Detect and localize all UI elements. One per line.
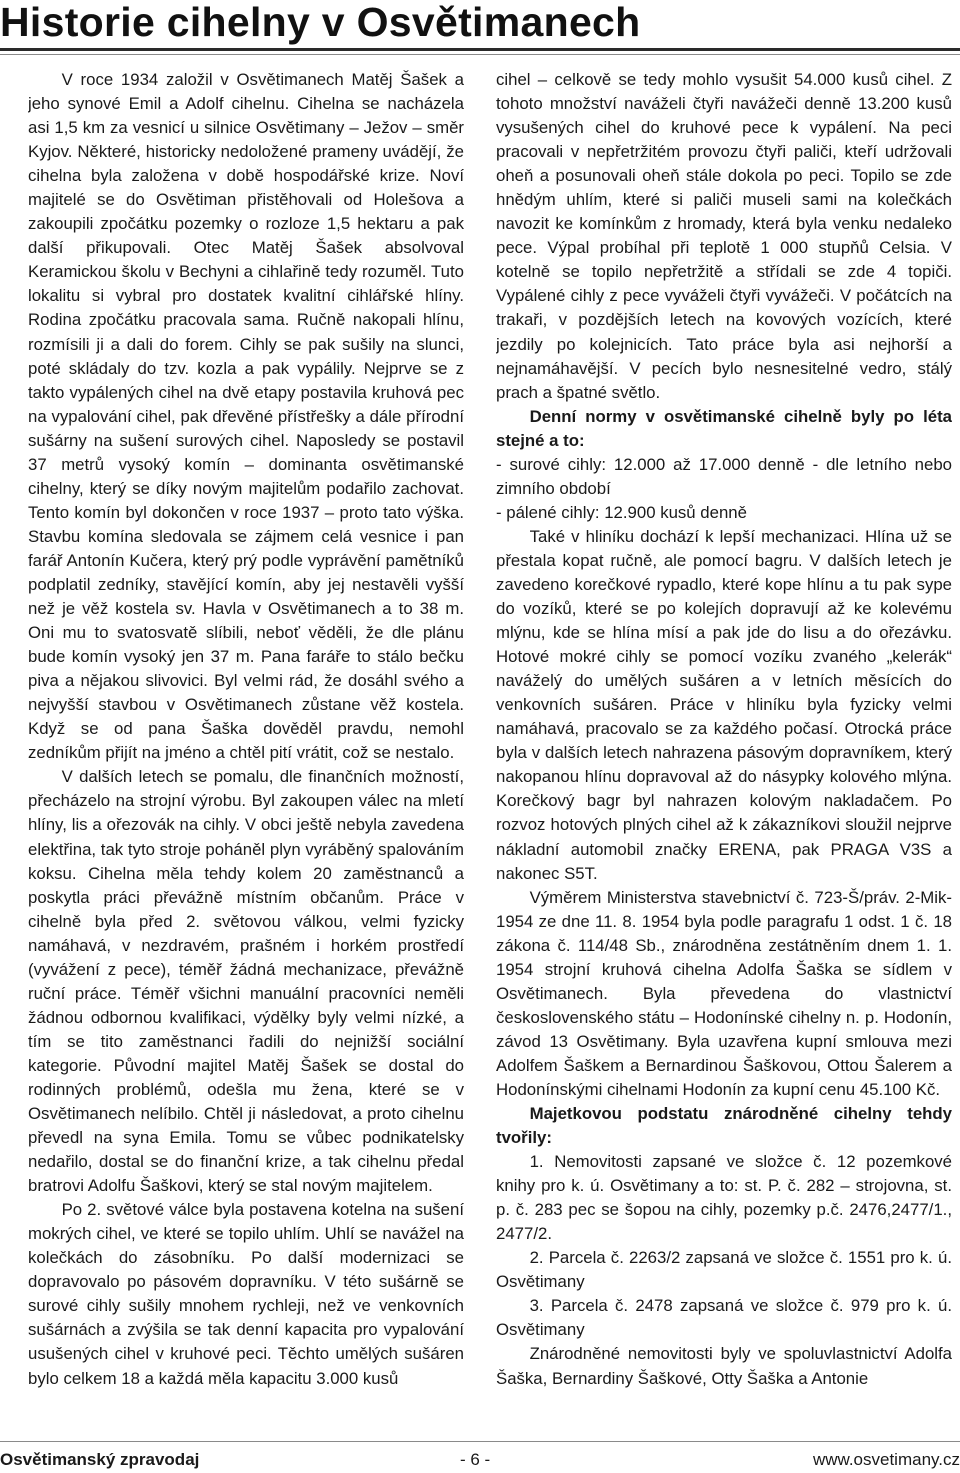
section-heading-property: Majetkovou podstatu znárodněné cihelny tehdy tvořily:	[496, 1104, 952, 1148]
publication-name: Osvětimanský zpravodaj	[0, 1450, 200, 1469]
paragraph-continued: cihel – celkově se tedy mohlo vysušit 54.000 kusů cihel. Z tohoto množství naváželi čtyři navážeči denně 13.200 kusů vysušených cihel do kruhové pece k vypálení. Na peci pracovali v nepřetržitém provozu čtyři paliči, kteří udržovali oheň a posunovali oheň stále dokola po peci. Topilo se zde hnědým uhlím, které si paliči museli sami na kolečkách navozit ke komínkům z hromady, která byla venku nedaleko pece. Výpal probíhal při teplotě 1 000 stupňů Celsia. V kotelně se topilo nepřetržitě a střídali se zde 4 topiči. Vypálené cihly z pece vyváželi čtyři vyvážeči. V počátcích na trakaři, v pozdějších letech na kovových vozících, které jezdily po kolejnicích. Tato práce byla asi nejhorší a nejnamáhavější. V pecích bylo nesnesitelné vedro, stálý prach a špatné světlo.	[496, 70, 952, 402]
paragraph-mechanization: Také v hliníku dochází k lepší mechanizaci. Hlína už se přestala kopat ručně, ale pomocí bagru. V dalších letech je zavedeno korečkové rypadlo, které kope hlínu a tu pak sype do vozíků, které se po kolejích dopravují až ke kolevému mlýnu, kde se hlína mísí a pak jde do lisu a do ořezávku. Hotové mokré cihly se pomocí vozíku zvaného „kelerák“ naváželý do umělých sušáren a v letních měsících do venkovních sušáren. Práce v hliníku byla fyzicky velmi namáhavá, pracovalo se za každého počasí. Otrocká práce byla v dalších letech nahrazena pásovým dopravníkem, který nakopanou hlínu dopravoval až do násypky kolového mlýna. Korečkový bagr byl nahrazen kolovým nakladačem. Po rozvoz hotových plných cihel až k zákazníkovi sloužil nejprve nákladní automobil značky ERENA, pak PRAGA V3S a nakonec S5T.	[496, 526, 952, 883]
property-item-3: 3. Parcela č. 2478 zapsaná ve složce č. 979 pro k. ú. Osvětimany	[496, 1296, 952, 1340]
title-rule	[0, 48, 960, 51]
property-item-1: 1. Nemovitosti zapsané ve složce č. 12 pozemkové knihy pro k. ú. Osvětimany a to: st. P. č. 282 – strojovna, st. p. č. 283 pec se šopou na cihly, pozemky p.č. 2476,2477/1., 2477/2.	[496, 1152, 952, 1244]
property-item-2: 2. Parcela č. 2263/2 zapsaná ve složce č. 1551 pro k. ú. Osvětimany	[496, 1248, 952, 1292]
paragraph-nationalization: Výměrem Ministerstva stavebnictví č. 723-Š/práv. 2-Mik-1954 ze dne 11. 8. 1954 byla podle paragrafu 1 odst. 1 č. 18 zákona č. 114/48 Sb., znárodněna zestátněním dnem 1. 1. 1954 strojní kruhová cihelna Adolfa Šaška se sídlem v Osvětimanech. Byla převedena do vlastnictví československého státu – Hodonínské cihelny n. p. Hodonín, závod 13 Osvětimany. Byla uzavřena kupní smlouva mezi Adolfem Šaškem a Bernardinou Šaškovou, Ottou Šalerem a Hodonínskými cihelnami Hodonín za kupní cenu 45.100 Kč.	[496, 887, 952, 1099]
title-rule-thin	[0, 54, 960, 55]
paragraph-2: V dalších letech se pomalu, dle finančních možností, přecházelo na strojní výrobu. Byl zakoupen válec na mletí hlíny, lis a ořezovák na cihly. V obci ještě nebyla zavedena elektřina, tak tyto stroje poháněl plyn vyráběný spalováním koksu. Cihelna měla tehdy kolem 20 zaměstnanců a poskytla práci převážně místním občanům. Práce v cihelně byla před 2. světovou válkou, velmi fyzicky namáhavá, v nezdravém, prašném i horkém prostředí (vyvážení z pece), téměř žádná mechanizace, převážně ruční práce. Téměř všichni manuální pracovníci neměli žádnou odbornou kvalifikaci, výdělky byly velmi nízké, a tím se tito zaměstnanci řadili do nejnižší sociální kategorie. Původní majitel Matěj Šašek se dostal do rodinných problémů, odešla mu žena, které se v Osvětimanech nelíbilo. Chtěl ji následovat, a proto cihelnu převedl na syna Emila. Tomu se vůbec podnikatelsky nedařilo, dostal se do finanční krize, a tak cihelnu předal bratrovi Adolfu Šaškovi, který se stal novým majitelem.	[28, 767, 464, 1196]
norm-fired-bricks: - pálené cihly: 12.900 kusů denně	[496, 502, 747, 522]
left-column	[28, 68, 464, 1440]
page-title: Historie cihelny v Osvětimanech	[0, 0, 641, 45]
page-number: - 6 -	[460, 1450, 491, 1469]
paragraph-co-ownership: Znárodněné nemovitosti byly ve spoluvlastnictví Adolfa Šaška, Bernardiny Šaškové, Otty Šaška a Antonie	[496, 1344, 952, 1388]
paragraph-1: V roce 1934 založil v Osvětimanech Matěj Šašek a jeho synové Emil a Adolf cihelnu. Cihelna se nacházela asi 1,5 km za vesnicí u silnice Osvětimany – Ježov – směr Kyjov. Některé, historicky nedoložené prameny uvádějí, že cihelna byla založena v době hospodářské krize. Noví majitelé se do Osvětiman přistěhovali od Holešova a zakoupili zpočátku pozemky o rozloze 1,5 hektaru a pak další přikupovali. Otec Matěj Šašek absolvoval Keramickou školu v Bechyni a cihlařině tedy rozuměl. Tuto lokalitu si vybral pro dostatek kvalitní cihlářské hlíny. Rodina zpočátku pracovala sama. Ručně nakopali hlínu, rozmísili ji a dali do forem. Cihly se pak sušily na slunci, poté skládaly do tzv. kozla a pak vypálily. Nejprve se z takto vypálených cihel na dvě etapy postavila kruhová pec na vypalování cihel, pak dřevěné přístřešky a dále přírodní sušárny na sušení surových cihel. Naposledy se postavil 37 metrů vysoký komín – dominanta osvětimanské cihelny, který se díky novým majitelům podařilo zachovat. Tento komín byl dokončen v roce 1937 – proto tato výška. Stavbu komína sledovala se zájmem celá vesnice i pan farář Antonín Kučera, který prý podle vyprávění pamětníků podplatil zedníky, stavějící komín, aby jej nestavěli vyšší než je věž kostela sv. Havla v Osvětimanech a to 38 m. Oni mu to svatosvatě slíbili, neboť věděli, že dle plánu bude komín vysoký jen 37 m. Pana faráře to stálo bečku piva a nějakou slivovici. Byl velmi rád, že dosáhl svého a nejvyšší stavbou v Osvětimanech zůstane věž kostela. Když se od pana Šaška dověděl pravdu, nemohl zedníkům přijít na jméno a chtěl pití vrátit, což se nestalo.	[28, 70, 464, 763]
right-column	[496, 68, 952, 1440]
footer	[0, 1449, 960, 1471]
section-heading-daily-norms: Denní normy v osvětimanské cihelně byly po léta stejné a to:	[496, 406, 952, 450]
paragraph-3: Po 2. světové válce byla postavena kotelna na sušení mokrých cihel, ve které se topilo uhlím. Uhlí se navážel na kolečkách do zásobníku. Po další modernizaci se dopravovalo po pásovém dopravníku. V této sušárně se surové cihly sušily mnohem rychleji, než ve venkovních sušárnách a zvýšila se tak denní kapacita pro vypalování usušených cihel v kruhové peci. Těchto umělých sušáren bylo celkem 18 a každá měla kapacitu 3.000 kusů	[28, 1200, 464, 1388]
norm-raw-bricks: - surové cihly: 12.000 až 17.000 denně - dle letního nebo zimního období	[496, 454, 952, 498]
footer-rule	[0, 1441, 960, 1442]
website-link[interactable]: www.osvetimany.cz	[812, 1450, 960, 1469]
